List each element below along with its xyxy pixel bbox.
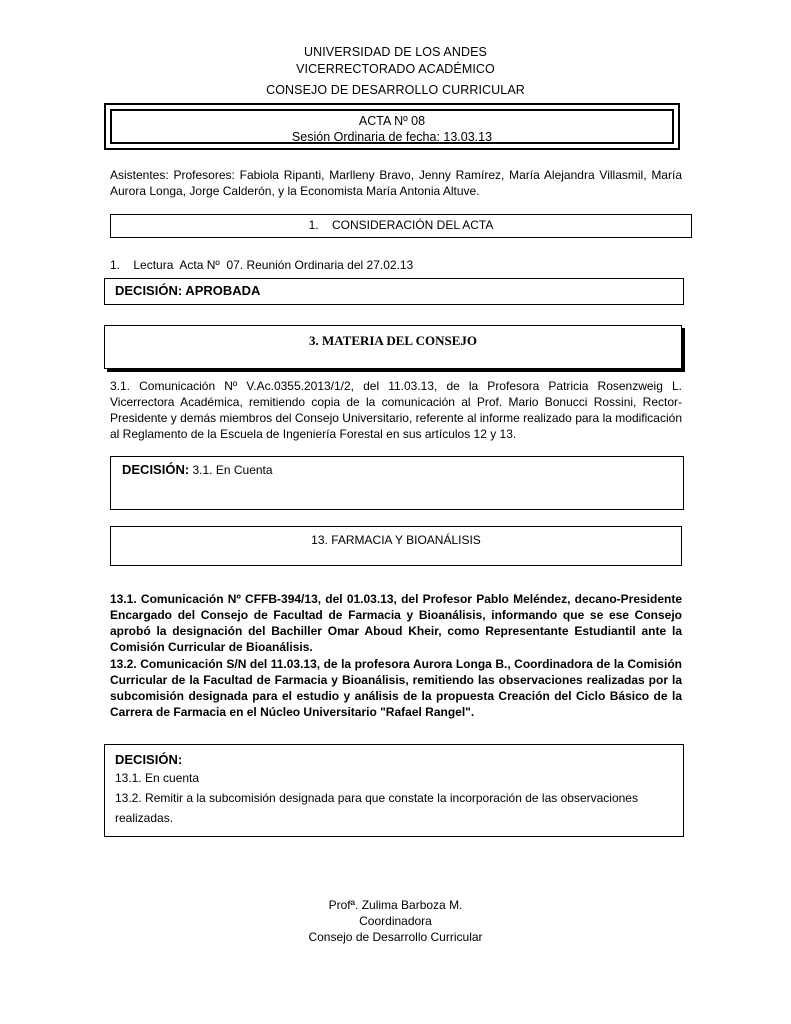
header-university: UNIVERSIDAD DE LOS ANDES — [303, 45, 487, 59]
section-1-item: 1. Lectura Acta Nº 07. Reunión Ordinaria del 27.02.13 — [110, 258, 414, 272]
section-1-title-box — [110, 214, 692, 238]
header-consejo: CONSEJO DE DESARROLLO CURRICULAR — [266, 83, 525, 97]
section-1-title: 1. CONSIDERACIÓN DEL ACTA — [308, 218, 494, 232]
section-13-decision-line-1: 13.1. En cuenta — [115, 771, 200, 785]
section-13-decision-label: DECISIÓN: — [115, 752, 183, 767]
attendees-paragraph: Asistentes: Profesores: Fabiola Ripanti, Marlleny Bravo, Jenny Ramírez, María Alejandra Villasmil, María Aurora Longa, Jorge Calderón, y la Economista María Antonia Altuve. — [110, 168, 682, 198]
footer-name: Profª. Zulima Barboza M. — [328, 898, 463, 912]
acta-number: ACTA Nº 08 — [358, 114, 426, 128]
acta-inner-box — [110, 109, 674, 144]
acta-session: Sesión Ordinaria de fecha: 13.03.13 — [291, 130, 493, 144]
section-3-paragraph: 3.1. Comunicación Nº V.Ac.0355.2013/1/2, del 11.03.13, de la Profesora Patricia Rosenzweig L. Vicerrectora Académica, remitiendo copia de la comunicación al Prof. Mario Bonucci Rossini, Rector-Presidente y demás miembros del Consejo Universitario, referente al informe realizado para la modificación al Reglamento de la Escuela de Ingeniería Forestal en sus artículos 12 y 13. — [110, 379, 682, 441]
footer-role: Coordinadora — [359, 914, 432, 928]
section-13-paragraph-1: 13.1. Comunicación Nº CFFB-394/13, del 01.03.13, del Profesor Pablo Meléndez, decano-Presidente Encargado del Consejo de Facultad de Farmacia y Bioanálisis, informando que se ese Consejo aprobó la designación del Bachiller Omar Aboud Kheir, como Representante Estudiantil ante la Comisión Curricular de Bioanálisis. — [110, 592, 682, 654]
section-13-title: 13. FARMACIA Y BIOANÁLISIS — [311, 533, 481, 547]
section-3-decision-label: DECISIÓN: — [122, 462, 190, 477]
section-1-decision: DECISIÓN: APROBADA — [115, 283, 261, 298]
section-3-title: 3. MATERIA DEL CONSEJO — [308, 333, 478, 348]
section-1-decision-box — [104, 278, 684, 305]
section-13-decision-box — [104, 744, 684, 837]
section-3-decision-text: 3.1. En Cuenta — [189, 463, 273, 477]
section-3-decision-box — [110, 456, 684, 510]
section-13-title-box — [110, 526, 682, 566]
section-3-title-box — [104, 325, 682, 369]
header-vicerrectorado: VICERRECTORADO ACADÉMICO — [296, 62, 495, 76]
section-13-paragraph-2: 13.2. Comunicación S/N del 11.03.13, de la profesora Aurora Longa B., Coordinadora de la Comisión Curricular de la Facultad de Farmacia y Bioanálisis, remitiendo las observaciones realizadas por la subcomisión designada para el estudio y análisis de la propuesta Creación del Ciclo Básico de la Carrera de Farmacia en el Núcleo Universitario "Rafael Rangel". — [110, 657, 682, 719]
acta-box — [104, 103, 680, 150]
section-13-decision-line-2: 13.2. Remitir a la subcomisión designada para que constate la incorporación de las observaciones realizadas. — [115, 791, 638, 825]
footer-org: Consejo de Desarrollo Curricular — [308, 930, 483, 944]
